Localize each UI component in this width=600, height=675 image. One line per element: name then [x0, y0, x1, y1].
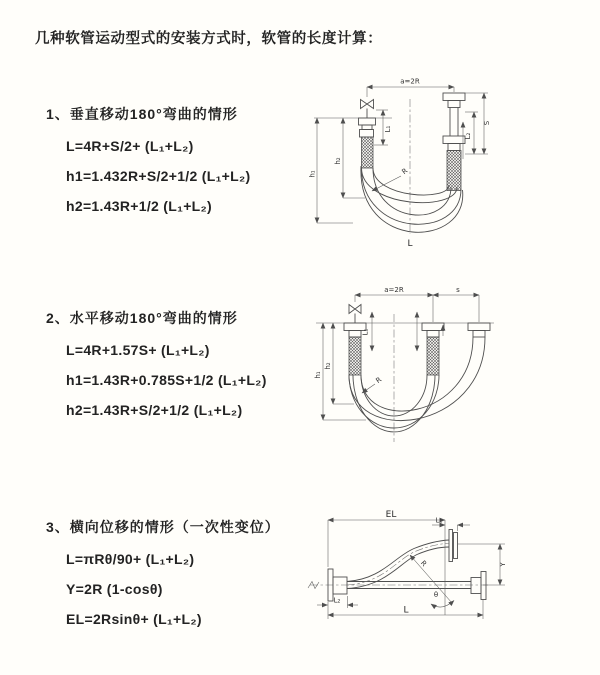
- label-l1: L₁: [435, 516, 443, 525]
- valve-icon: [349, 305, 361, 324]
- braided-hose-section: [349, 337, 361, 375]
- dimension-a2r: [367, 78, 454, 98]
- formula-s2-h2: h2=1.43R+S/2+1/2 (L₁+L₂): [66, 402, 243, 418]
- label-radius: R: [418, 559, 429, 569]
- braided-hose-section: [427, 337, 439, 375]
- dimension-h1-h2: [309, 118, 393, 223]
- label-h2: h₂: [324, 362, 332, 370]
- dimension-l1: [432, 517, 470, 532]
- formula-s1-L: L=4R+S/2+ (L₁+L₂): [66, 138, 194, 154]
- section-2: [46, 308, 316, 418]
- diagram-lateral-displacement: [298, 500, 600, 652]
- dimension-l: [328, 600, 483, 619]
- label-s: s: [456, 286, 460, 294]
- section-1: [46, 104, 316, 214]
- valve-icon: [361, 100, 374, 119]
- diagram-vertical-180-bend: [308, 66, 600, 261]
- label-el: EL: [385, 510, 397, 520]
- label-radius: R: [400, 166, 410, 177]
- label-s: S: [483, 120, 491, 126]
- label-l1: L₁: [384, 125, 392, 133]
- label-total-length: L: [403, 605, 409, 616]
- right-pipe-flanges: [443, 93, 465, 191]
- label-total-length: L: [407, 239, 413, 249]
- label-theta: θ: [433, 591, 439, 599]
- dimension-l1: [374, 110, 392, 145]
- dimension-s: [433, 286, 479, 322]
- radius-line: [410, 555, 452, 603]
- middle-pipe-flange: [422, 323, 444, 375]
- hose-u-curves: [349, 337, 485, 432]
- label-l2: L₂: [464, 132, 472, 140]
- label-a2r: a=2R: [400, 77, 420, 86]
- formula-s1-h1: h1=1.432R+S/2+1/2 (L₁+L₂): [66, 168, 251, 184]
- dimension-l2: [317, 596, 358, 608]
- dimension-s: [464, 93, 491, 154]
- radius-leader: [362, 376, 383, 393]
- angle-theta: [431, 591, 454, 607]
- formula-s2-L: L=4R+1.57S+ (L₁+L₂): [66, 342, 210, 358]
- label-l1: L₁: [361, 328, 370, 336]
- label-h1: h₁: [314, 371, 322, 379]
- right-pipe-flange: [468, 323, 490, 337]
- upper-right-flange: [449, 530, 458, 562]
- centerline-break-icon: [308, 582, 319, 589]
- section-3-heading: 3、横向位移的情形（一次性变位）: [46, 519, 280, 535]
- page-title: 几种软管运动型式的安装方式时，软管的长度计算：: [35, 31, 383, 47]
- label-h2: h₂: [334, 157, 342, 165]
- label-y: Y: [499, 562, 507, 567]
- label-l2: L₂: [333, 596, 341, 605]
- label-h1: h₁: [308, 170, 317, 178]
- dimension-y: [458, 544, 507, 585]
- label-radius: R: [374, 375, 384, 386]
- section-1-heading: 1、垂直移动180°弯曲的情形: [46, 106, 238, 122]
- label-a2r: a=2R: [384, 286, 404, 294]
- section-3: [46, 517, 316, 627]
- braided-hose-section: [362, 137, 374, 168]
- formula-s3-Y: Y=2R (1-cosθ): [66, 581, 163, 597]
- braided-hose-section: [447, 151, 461, 191]
- right-flange: [471, 572, 486, 600]
- diagram-horizontal-180-bend: [306, 280, 600, 462]
- radius-leader: [372, 167, 409, 191]
- formula-s3-EL: EL=2Rsinθ+ (L₁+L₂): [66, 611, 202, 627]
- centerline: [308, 582, 488, 589]
- left-pipe-flange: [359, 118, 376, 168]
- formula-s3-L: L=πRθ/90+ (L₁+L₂): [66, 551, 195, 567]
- section-2-heading: 2、水平移动180°弯曲的情形: [46, 310, 238, 326]
- formula-s2-h1: h1=1.43R+0.785S+1/2 (L₁+L₂): [66, 372, 267, 388]
- formula-s1-h2: h2=1.43R+1/2 (L₁+L₂): [66, 198, 213, 214]
